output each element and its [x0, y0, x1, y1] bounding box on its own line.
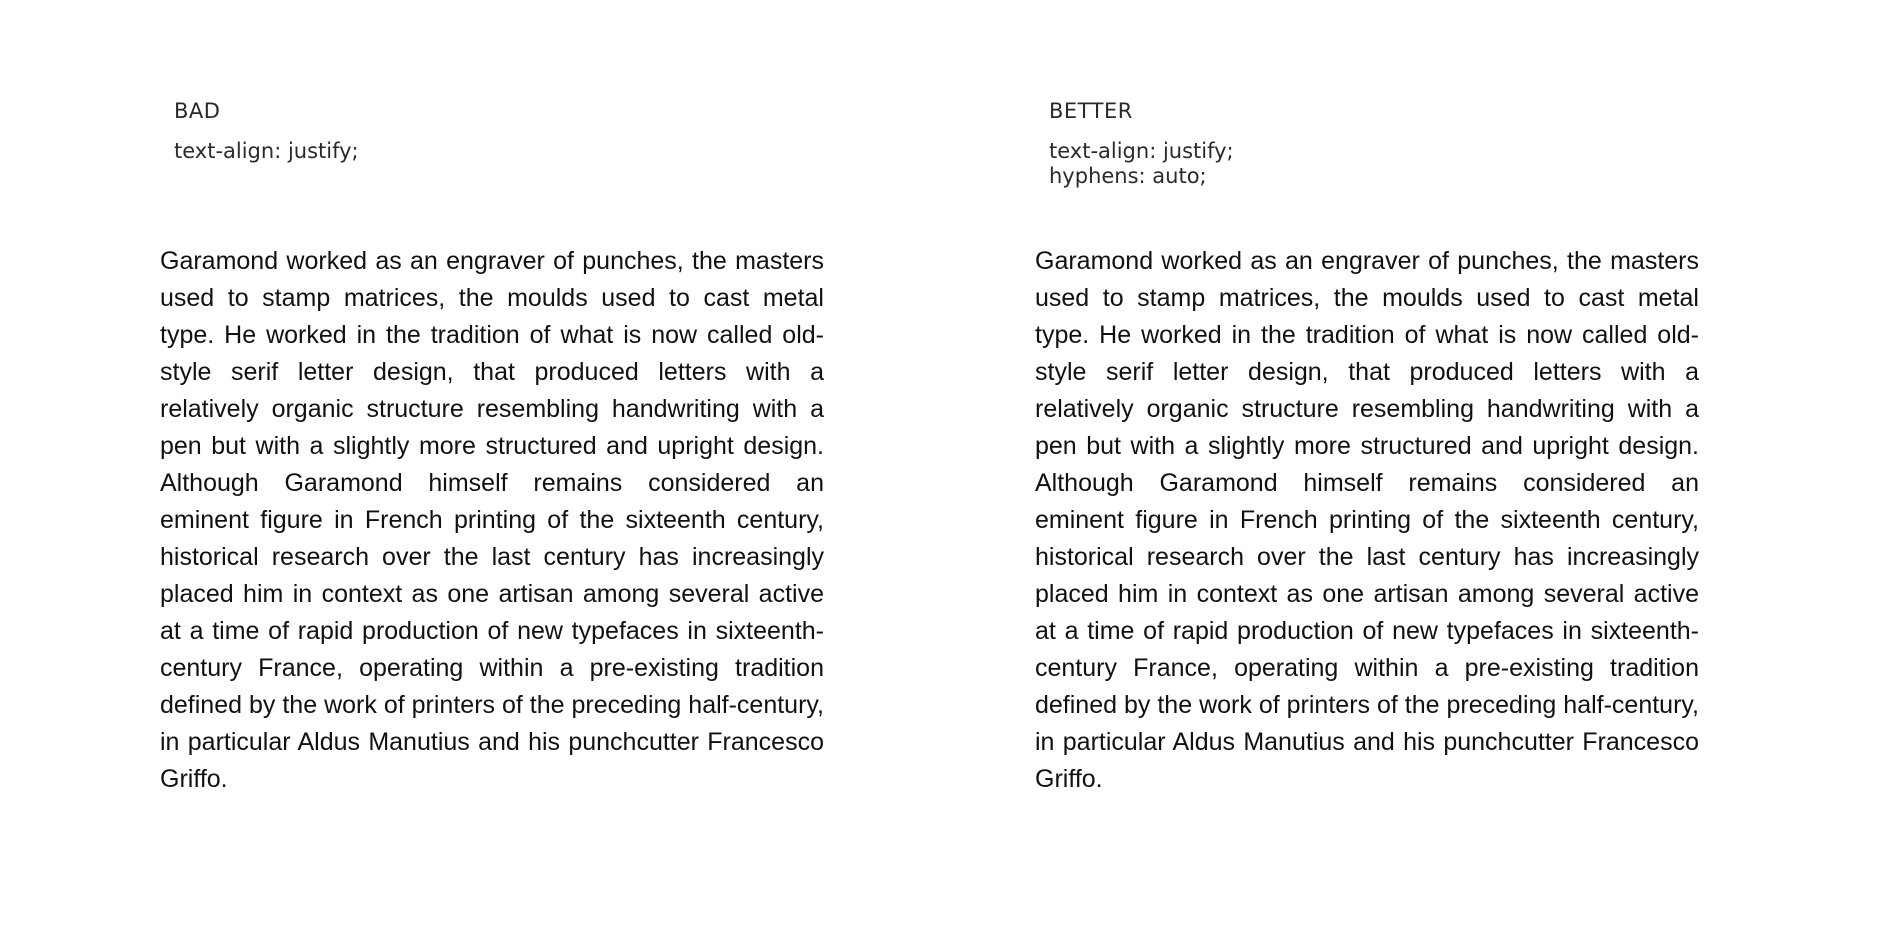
better-sample-paragraph: Garamond worked as an engraver of punches, the masters used to stamp matrices, the moulds used to cast metal type. He worked in the tradition of what is now called old-style serif letter design, that produced letters with a relatively organic structure resembling handwriting with a pen but with a slightly more structured and upright design. Although Garamond himself remains considered an eminent figure in French printing of the sixteenth century, historical research over the last century has increasingly placed him in context as one artisan among several active at a time of rapid production of new typefaces in sixteenth-century France, operating within a pre-existing tradition defined by the work of printers of the preceding half-century, in particular Aldus Manutius and his punchcutter Francesco Griffo. — [1035, 247, 1699, 793]
better-css-line: text-align: justify; — [1049, 139, 1234, 163]
better-css-line: hyphens: auto; — [1049, 164, 1207, 188]
better-heading: BETTER — [1049, 99, 1133, 123]
bad-sample-paragraph: Garamond worked as an engraver of punches, the masters used to stamp matrices, the moulds used to cast metal type. He worked in the tradition of what is now called old-style serif letter design, that produced letters with a relatively organic structure resembling handwriting with a pen but with a slightly more structured and upright design. Although Garamond himself remains considered an eminent figure in French printing of the sixteenth century, historical research over the last century has increasingly placed him in context as one artisan among several active at a time of rapid production of new typefaces in sixteenth-century France, operating within a pre-existing tradition defined by the work of printers of the preceding half-century, in particular Aldus Manutius and his punchcutter Francesco Griffo. — [160, 247, 824, 793]
bad-css-line: text-align: justify; — [174, 139, 359, 163]
better-css-code — [1049, 139, 1234, 189]
bad-heading: BAD — [174, 99, 221, 123]
bad-css-code — [174, 139, 359, 164]
